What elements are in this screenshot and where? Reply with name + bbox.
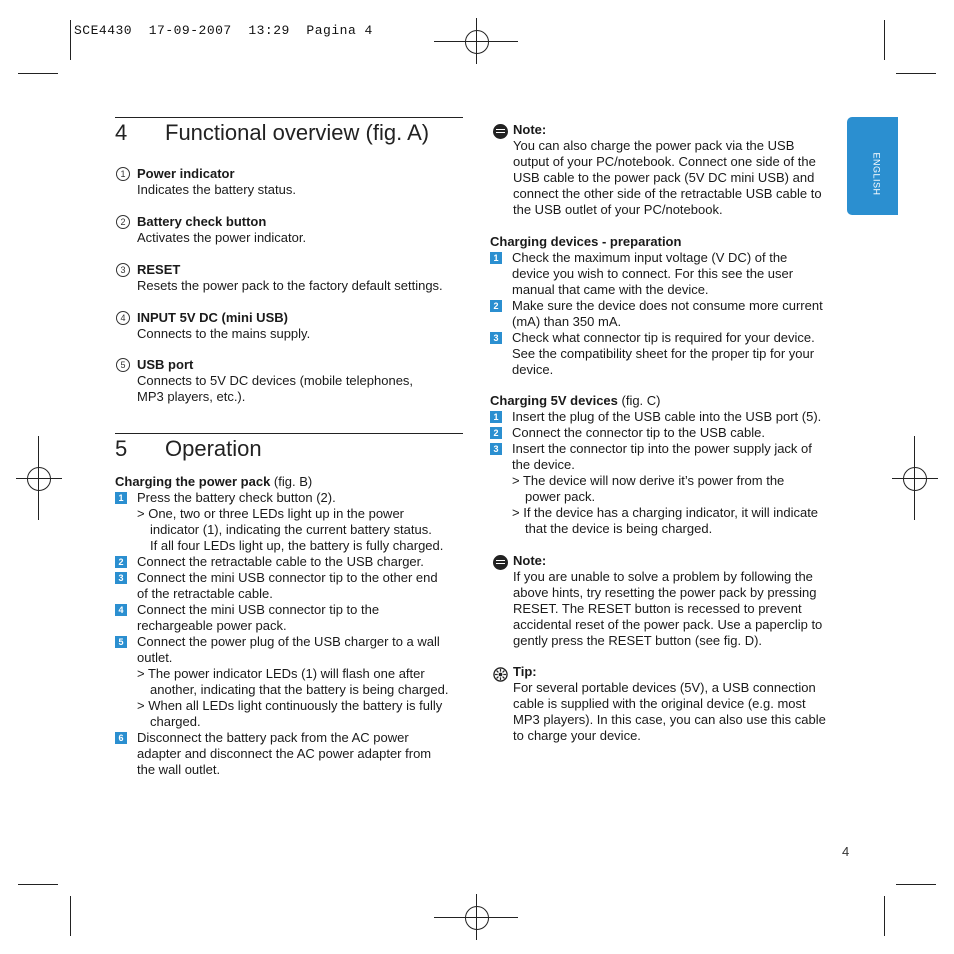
item-description: Resets the power pack to the factory default settings. [137,278,443,293]
step-text: Connect the connector tip to the USB cable. [512,425,765,440]
charging-5v-devices-heading: Charging 5V devices (fig. C) [490,393,661,408]
section-4-number: 4 [115,120,128,145]
step-number-badge: 1 [115,492,127,504]
step-number-badge: 2 [490,300,502,312]
step-text-continued: outlet. [137,650,173,665]
note-icon [493,555,508,570]
item-number-badge: 4 [116,311,130,325]
item-description: Indicates the battery status. [137,182,296,197]
item-title: Battery check button [137,214,267,229]
step-number-badge: 1 [490,252,502,264]
paragraph-line: For several portable devices (5V), a USB connection [513,680,816,695]
paragraph-line: RESET. The RESET button is recessed to prevent [513,601,802,616]
crop-mark [70,20,71,60]
item-number-badge: 5 [116,358,130,372]
note-label: Note: [513,122,547,137]
result-text-continued: that the device is being charged. [525,521,713,536]
paragraph-line: gently press the RESET button (see fig. D). [513,633,763,648]
paragraph-line: above hints, try resetting the power pack by pressing [513,585,817,600]
result-text: > If the device has a charging indicator, it will indicate [512,505,819,520]
step-text: Insert the connector tip into the power supply jack of [512,441,812,456]
paragraph-line: You can also charge the power pack via the USB [513,138,795,153]
result-text: > When all LEDs light continuously the battery is fully [137,698,443,713]
step-text: Press the battery check button (2). [137,490,336,505]
step-text-continued: rechargeable power pack. [137,618,287,633]
item-title: INPUT 5V DC (mini USB) [137,310,288,325]
language-tab [847,117,898,215]
paragraph-line: output of your PC/notebook. Connect one side of the [513,154,816,169]
item-number-badge: 1 [116,167,130,181]
result-text-continued: indicator (1), indicating the current battery status. [150,522,432,537]
crop-mark [884,896,885,936]
step-text-continued: adapter and disconnect the AC power adapter from [137,746,432,761]
paragraph-line: MP3 players). In this case, you can also use this cable [513,712,826,727]
step-text-continued: (mA) than 350 mA. [512,314,622,329]
step-number-badge: 6 [115,732,127,744]
charging-power-pack-heading: Charging the power pack (fig. B) [115,474,313,489]
step-number-badge: 2 [490,427,502,439]
step-text: Check what connector tip is required for your device. [512,330,815,345]
step-number-badge: 1 [490,411,502,423]
result-text: > The power indicator LEDs (1) will flash one after [137,666,425,681]
paragraph-line: accidental reset of the power pack. Use a paperclip to [513,617,823,632]
result-text-continued: If all four LEDs light up, the battery is fully charged. [150,538,444,553]
item-title: USB port [137,357,194,372]
step-text-continued: the wall outlet. [137,762,221,777]
crop-mark [18,73,58,74]
step-text-continued: device you wish to connect. For this see the user [512,266,794,281]
paragraph-line: If you are unable to solve a problem by following the [513,569,813,584]
tip-icon [493,667,508,682]
crop-mark [18,884,58,885]
result-text-continued: power pack. [525,489,596,504]
section-4-rule [115,117,463,118]
paragraph-line: cable is supplied with the original device (e.g. most [513,696,806,711]
item-description: Connects to the mains supply. [137,326,311,341]
paragraph-line: USB cable to the power pack (5V DC mini USB) and [513,170,815,185]
step-text-continued: the device. [512,457,575,472]
result-text: > The device will now derive it’s power from the [512,473,785,488]
item-description: Connects to 5V DC devices (mobile telephones, [137,373,414,388]
section-4-heading [115,120,429,146]
paragraph-line: the USB outlet of your PC/notebook. [513,202,723,217]
tip-label: Tip: [513,664,537,679]
step-number-badge: 3 [115,572,127,584]
item-title: Power indicator [137,166,235,181]
item-number-badge: 3 [116,263,130,277]
item-title: RESET [137,262,181,277]
page-number: 4 [842,844,850,859]
paragraph-line: connect the other side of the retractable USB cable to [513,186,822,201]
step-text-continued: manual that came with the device. [512,282,709,297]
step-text: Connect the mini USB connector tip to the other end [137,570,438,585]
item-number-badge: 2 [116,215,130,229]
note-label: Note: [513,553,547,568]
crop-mark [70,896,71,936]
section-5-title: Operation [165,436,262,461]
crop-mark [884,20,885,60]
paragraph-line: to charge your device. [513,728,641,743]
step-number-badge: 2 [115,556,127,568]
section-5-number: 5 [115,436,128,461]
result-text-continued: charged. [150,714,201,729]
step-text: Connect the mini USB connector tip to the [137,602,380,617]
item-description: Activates the power indicator. [137,230,307,245]
note-icon [493,124,508,139]
step-text: Connect the power plug of the USB charger to a wall [137,634,440,649]
step-text: Insert the plug of the USB cable into the USB port (5). [512,409,822,424]
crop-mark [896,73,936,74]
step-text-continued: See the compatibility sheet for the proper tip for your [512,346,815,361]
step-text-continued: of the retractable cable. [137,586,273,601]
charging-devices-preparation-heading: Charging devices - preparation [490,234,682,249]
step-text-continued: device. [512,362,554,377]
step-text: Check the maximum input voltage (V DC) of the [512,250,788,265]
step-number-badge: 3 [490,332,502,344]
item-description: MP3 players, etc.). [137,389,246,404]
step-text: Make sure the device does not consume more current [512,298,823,313]
section-5-heading [115,436,262,462]
language-tab-label: ENGLISH [871,152,882,196]
section-4-title: Functional overview (fig. A) [165,120,430,145]
crop-mark [896,884,936,885]
step-text: Connect the retractable cable to the USB charger. [137,554,424,569]
step-text: Disconnect the battery pack from the AC power [137,730,409,745]
result-text: > One, two or three LEDs light up in the power [137,506,405,521]
result-text-continued: another, indicating that the battery is being charged. [150,682,449,697]
step-number-badge: 3 [490,443,502,455]
print-header-code: SCE4430 17-09-2007 13:29 Pagina 4 [74,23,373,38]
section-5-rule [115,433,463,434]
step-number-badge: 4 [115,604,127,616]
step-number-badge: 5 [115,636,127,648]
